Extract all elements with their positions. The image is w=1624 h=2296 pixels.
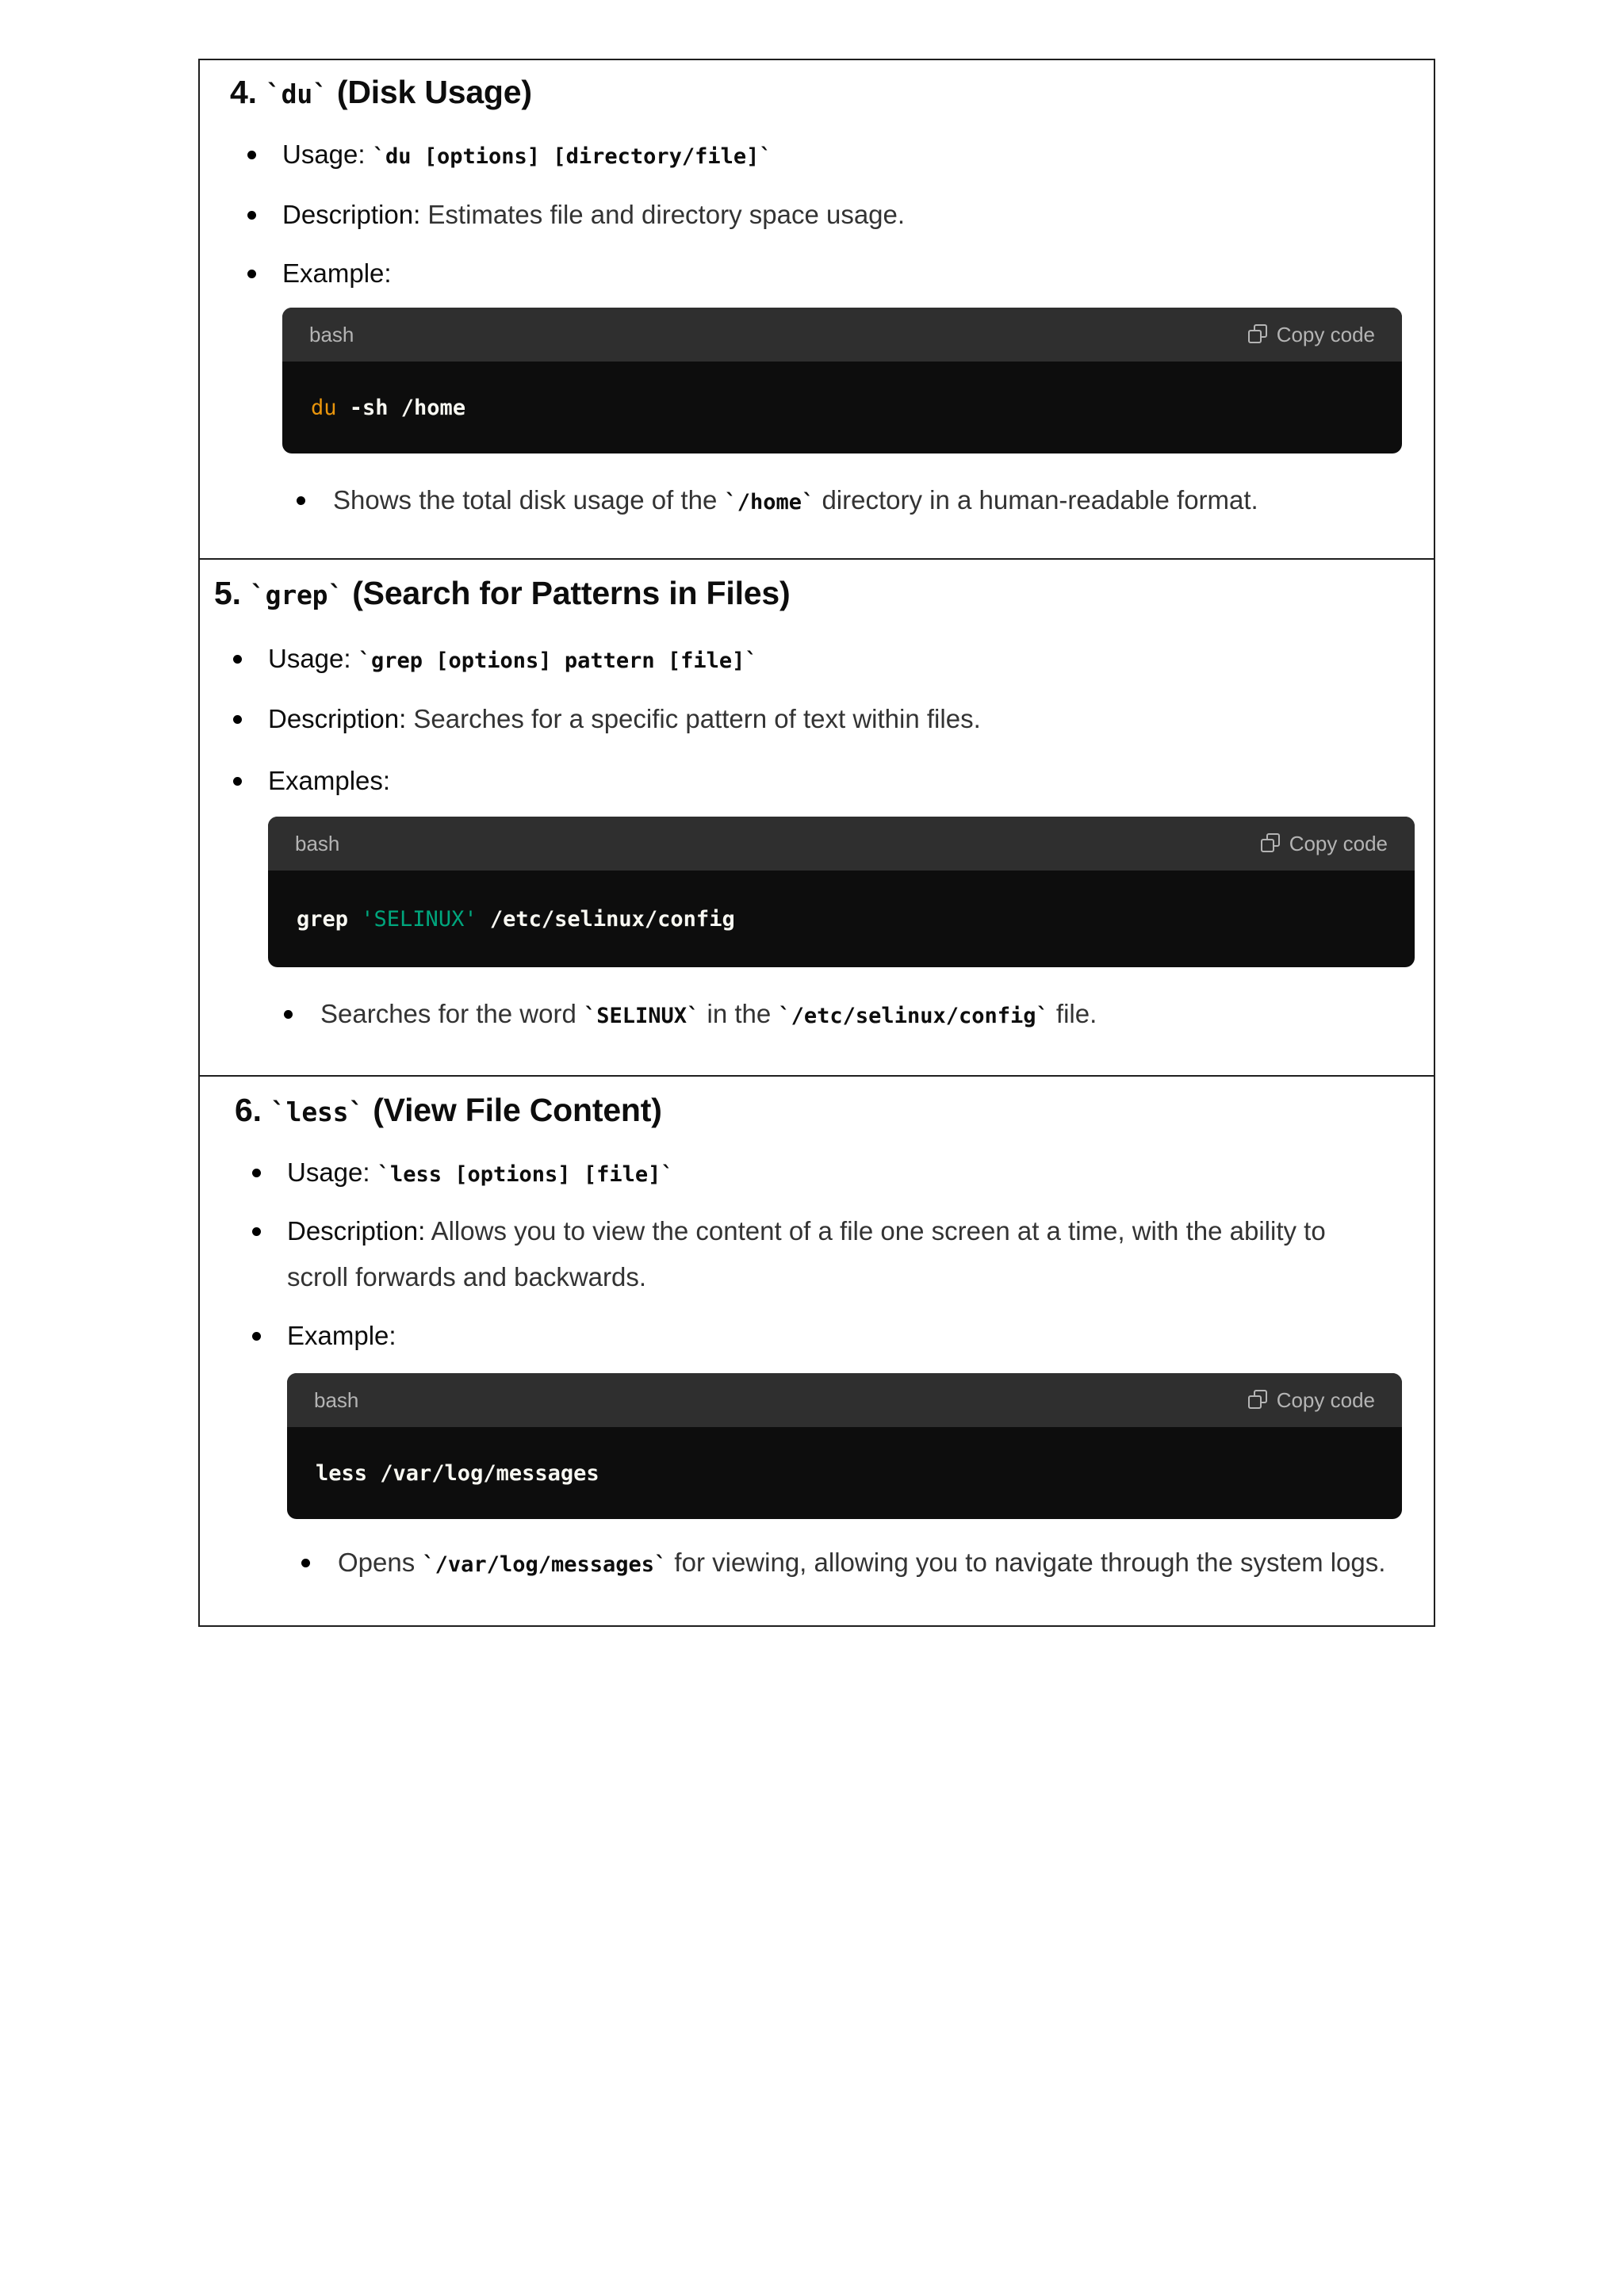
section-title: (Disk Usage): [336, 74, 532, 110]
section-heading: [214, 577, 790, 610]
copy-code-label: Copy code: [1289, 831, 1388, 855]
list-item-usage: [282, 132, 772, 180]
note-text: directory in a human-readable format.: [814, 485, 1258, 515]
description-text: Allows you to view the content of a file one screen at a time, with the ability to scroll forwards and backwards.: [287, 1216, 1326, 1292]
note-text: for viewing, allowing you to navigate through the system logs.: [667, 1548, 1386, 1577]
code-content[interactable]: [287, 1427, 1402, 1519]
section-heading: [230, 76, 532, 109]
description-text: Searches for a specific pattern of text within files.: [413, 704, 981, 733]
copy-code-label: Copy code: [1276, 322, 1375, 346]
section-heading: [235, 1094, 662, 1127]
note-code: `/etc/selinux/config`: [778, 1004, 1049, 1028]
example-label: Example:: [287, 1321, 396, 1350]
description-label: Description:: [268, 704, 407, 733]
code-content[interactable]: [282, 362, 1402, 453]
note-code: `SELINUX`: [584, 1004, 700, 1028]
code-command: du: [311, 395, 337, 420]
usage-label: Usage:: [287, 1158, 370, 1187]
code-header: [287, 1373, 1402, 1427]
section-less: [198, 1075, 1435, 1627]
copy-icon: [1248, 324, 1269, 345]
section-title: (Search for Patterns in Files): [352, 575, 791, 611]
copy-code-button[interactable]: [1248, 323, 1375, 347]
list-item-description: [268, 696, 981, 742]
note-code: `/var/log/messages`: [422, 1552, 668, 1577]
section-du: [198, 59, 1435, 560]
example-note: [338, 1544, 1385, 1583]
copy-icon: [1261, 833, 1281, 854]
description-text: Estimates file and directory space usage.: [427, 200, 906, 229]
section-number: 5.: [214, 575, 241, 611]
copy-code-button[interactable]: [1248, 1388, 1375, 1413]
copy-icon: [1248, 1390, 1269, 1410]
section-number: 4.: [230, 74, 257, 110]
section-number: 6.: [235, 1092, 262, 1128]
command-name: `du`: [266, 78, 328, 109]
code-header: [268, 817, 1415, 871]
section-grep: [198, 558, 1435, 1077]
code-language: bash: [295, 831, 340, 855]
description-label: Description:: [282, 200, 421, 229]
list-item-example: [287, 1313, 396, 1359]
note-code: `/home`: [724, 490, 815, 515]
description-label: Description:: [287, 1216, 426, 1246]
example-note: [333, 482, 1258, 521]
example-note: [320, 996, 1097, 1035]
example-label: Example:: [282, 258, 392, 288]
note-text: in the: [699, 999, 779, 1028]
code-content[interactable]: [268, 871, 1415, 967]
usage-syntax: `grep [options] pattern [file]`: [358, 649, 758, 673]
code-language: bash: [314, 1387, 359, 1412]
note-text: Shows the total disk usage of the: [333, 485, 725, 515]
code-language: bash: [309, 322, 354, 346]
section-title: (View File Content): [373, 1092, 662, 1128]
note-text: Opens: [338, 1548, 423, 1577]
note-text: file.: [1048, 999, 1097, 1028]
command-name: `grep`: [250, 580, 344, 610]
usage-syntax: `du [options] [directory/file]`: [372, 144, 772, 169]
copy-code-label: Copy code: [1276, 1387, 1375, 1412]
code-command: less /var/log/messages: [316, 1460, 599, 1486]
code-args: -sh /home: [336, 395, 466, 420]
code-header: [282, 308, 1402, 362]
code-string: 'SELINUX': [361, 906, 477, 932]
list-item-example: [268, 758, 390, 804]
command-name: `less`: [270, 1096, 365, 1127]
list-item-description: [282, 192, 905, 238]
list-item-example: [282, 251, 392, 297]
list-item-description: [287, 1208, 1381, 1300]
usage-label: Usage:: [282, 140, 366, 169]
code-block: [287, 1373, 1402, 1519]
list-item-usage: [287, 1150, 674, 1198]
copy-code-button[interactable]: [1261, 832, 1388, 856]
list-item-usage: [268, 636, 758, 684]
code-args: /etc/selinux/config: [477, 906, 735, 932]
example-label: Examples:: [268, 766, 391, 795]
code-command: grep: [297, 906, 362, 932]
usage-label: Usage:: [268, 644, 351, 673]
code-block: [282, 308, 1402, 453]
note-text: Searches for the word: [320, 999, 584, 1028]
usage-syntax: `less [options] [file]`: [377, 1162, 674, 1187]
code-block: [268, 817, 1415, 967]
